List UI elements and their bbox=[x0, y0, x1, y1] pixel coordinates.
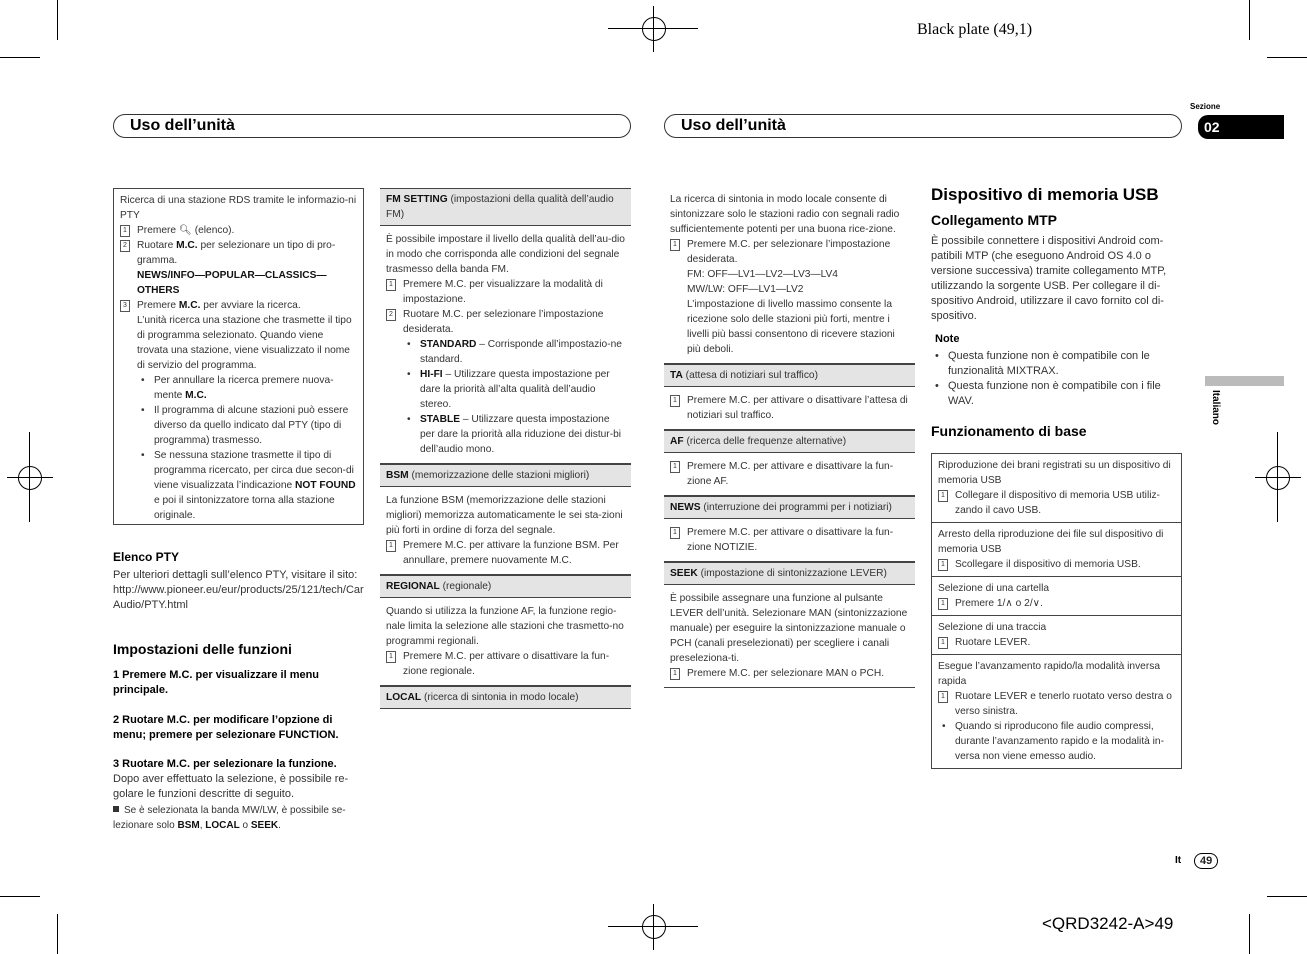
crop-mark bbox=[57, 914, 58, 954]
op-row: Selezione di una cartella 1 Premere 1/∧ o 2/∨. bbox=[932, 577, 1181, 616]
usb-title: Dispositivo di memoria USB bbox=[931, 185, 1159, 204]
regional-body: Quando si utilizza la funzione AF, la funzione regio-nale limita la selezione alle stazioni che trasmetto-no programmi regionali. 1 Premere M.C. per attivare o disattivare la fun-zione regionale. bbox=[380, 598, 631, 686]
crop-mark bbox=[57, 0, 58, 40]
plate-label: Black plate (49,1) bbox=[917, 21, 1033, 38]
notes-list bbox=[931, 349, 1183, 409]
func-step-2: 2 Ruotare M.C. per modificare l’opzione di menu; premere per selezionare FUNCTION. bbox=[113, 714, 339, 741]
step-1: 1 Premere 🔍︎ (elenco). bbox=[120, 223, 357, 238]
op-row: Arresto della riproduzione dei file sul dispositivo di memoria USB 1 Scollegare il dispositivo di memoria USB. bbox=[932, 523, 1181, 577]
language-tab bbox=[1205, 376, 1284, 386]
base-title: Funzionamento di base bbox=[931, 423, 1087, 439]
settings-table-col3 bbox=[664, 188, 915, 688]
page-number: 49 bbox=[1194, 853, 1218, 869]
step-2: 2 Ruotare M.C. per selezionare un tipo di pro-gramma. NEWS/INFO—POPULAR—CLASSICS—OTHERS bbox=[120, 238, 357, 298]
bsm-body: La funzione BSM (memorizzazione delle stazioni migliori) memorizza automaticamente le sei sta-zioni più forti in ordine di forza del segnale. 1 Premere M.C. per attivare la funzione BSM. Per annullare, premere nuovamente M.C. bbox=[380, 487, 631, 575]
op-row: Selezione di una traccia 1 Ruotare LEVER. bbox=[932, 616, 1181, 655]
bullet: • Per annullare la ricerca premere nuova-mente M.C. bbox=[137, 373, 357, 403]
op-row: Riproduzione dei brani registrati su un dispositivo di memoria USB 1 Collegare il dispositivo di memoria USB utiliz-zando il cavo USB. bbox=[932, 454, 1181, 523]
af-head: AF (ricerca delle frequenze alternative) bbox=[664, 430, 915, 453]
fm-setting-body: È possibile impostare il livello della qualità dell’au-dio in modo che corrisponda alle condizioni del segnale trasmesso della banda FM. 1 Premere M.C. per visualizzare la modalità di impostazione. 2 Ruotare M.C. per selezionare l’impostazione desiderata. • STANDARD – Corrisponde all’impostazio-ne standard. • HI-FI – Utilizzare questa impostazione per dare la priorità all’alta qualità dell’audio stereo. • STABLE – Utilizzare questa impostazione per dare la priorità alla riduzione dei distur-bi dell’audio mono. bbox=[380, 226, 631, 464]
crop-mark bbox=[1267, 57, 1307, 58]
search-icon: 🔍︎ bbox=[178, 225, 192, 236]
header-right: Uso dell’unità bbox=[664, 114, 1182, 138]
document-code: <QRD3242-A>49 bbox=[1042, 914, 1174, 933]
ta-body: 1 Premere M.C. per attivare o disattivare l’attesa di notiziari sul traffico. bbox=[664, 387, 915, 430]
language-label: Italiano bbox=[1210, 390, 1221, 426]
header-left: Uso dell’unità bbox=[113, 114, 631, 138]
rds-intro: Ricerca di una stazione RDS tramite le informazio-ni PTY bbox=[120, 195, 357, 221]
note-2: • Questa funzione non è compatibile con i file WAV. bbox=[931, 379, 1183, 409]
seek-head: SEEK (impostazione di sintonizzazione LEVER) bbox=[664, 562, 915, 585]
base-operations-box bbox=[931, 453, 1182, 769]
page-lang: It bbox=[1175, 855, 1182, 866]
crop-mark bbox=[0, 57, 40, 58]
func-step-3: 3 Ruotare M.C. per selezionare la funzione. bbox=[113, 758, 337, 770]
crop-mark bbox=[1249, 914, 1250, 954]
news-head: NEWS (interruzione dei programmi per i notiziari) bbox=[664, 496, 915, 519]
func-step-1: 1 Premere M.C. per visualizzare il menu principale. bbox=[113, 669, 320, 696]
functions-title: Impostazioni delle funzioni bbox=[113, 641, 292, 657]
pty-link[interactable]: http://www.pioneer.eu/eur/products/25/121/tech/CarAudio/PTY.html bbox=[113, 584, 364, 611]
band-note: Se è selezionata la banda MW/LW, è possibile se-lezionare solo BSM, LOCAL o SEEK. bbox=[113, 805, 346, 831]
section-number: 02 bbox=[1198, 115, 1284, 139]
bullet: • Il programma di alcune stazioni può essere diverso da quello indicato dal PTY (tipo di programma) trasmesso. bbox=[137, 403, 357, 448]
step-3: 3 Premere M.C. per avviare la ricerca. L’unità ricerca una stazione che trasmette il tipo di programma selezionato. Quando viene trovata una stazione, viene visualizzato il nome di servizio del programma. bbox=[120, 298, 357, 373]
fm-setting-head: FM SETTING (impostazioni della qualità dell’audio FM) bbox=[380, 189, 631, 226]
registration-mark bbox=[642, 17, 666, 41]
news-body: 1 Premere M.C. per attivare o disattivare la fun-zione NOTIZIE. bbox=[664, 519, 915, 562]
local-head: LOCAL (ricerca di sintonia in modo locale) bbox=[380, 686, 631, 708]
mtp-title: Collegamento MTP bbox=[931, 212, 1058, 228]
bsm-head: BSM (memorizzazione delle stazioni migliori) bbox=[380, 464, 631, 487]
seek-body: È possibile assegnare una funzione al pulsante LEVER dell’unità. Selezionare MAN (sintonizzazione manuale) per eseguire la sintonizzazione manuale o PCH (canali preselezionati) per scegliere i canali preseleziona-ti. 1 Premere M.C. per selezionare MAN o PCH. bbox=[670, 593, 908, 679]
crop-mark bbox=[0, 896, 40, 897]
regional-head: REGIONAL (regionale) bbox=[380, 575, 631, 598]
pty-title: Elenco PTY bbox=[113, 550, 180, 564]
rds-search-box bbox=[113, 188, 364, 525]
registration-mark bbox=[18, 466, 42, 490]
crop-mark bbox=[1249, 0, 1250, 40]
bullet: • Se nessuna stazione trasmette il tipo di programma ricercato, per circa due secon-di viene visualizzata l’indicazione NOT FOUND e poi il sintonizzatore torna alla stazione originale. bbox=[137, 448, 357, 523]
crop-mark bbox=[1267, 896, 1307, 897]
af-body: 1 Premere M.C. per attivare e disattivare la fun-zione AF. bbox=[664, 453, 915, 496]
registration-mark bbox=[642, 915, 666, 939]
pty-text: Per ulteriori dettagli sull’elenco PTY, visitare il sito: http://www.pioneer.eu/eur/products/25/121/tech/CarAudio/PTY.html bbox=[113, 569, 364, 611]
func-step-3-text: Dopo aver effettuato la selezione, è possibile re-golare le funzioni descritte di seguito. bbox=[113, 773, 349, 800]
local-body: La ricerca di sintonia in modo locale consente di sintonizzare solo le stazioni radio con segnali radio sufficientemente potenti per una buona rice-zione. 1 Premere M.C. per selezionare l’impostazione desiderata. FM: OFF—LV1—LV2—LV3—LV4 MW/LW: OFF—LV1—LV2 L’impostazione di livello massimo consente la ricezione solo delle stazioni più forti, mentre i livelli più bassi consentono di ricevere stazioni più deboli. bbox=[664, 188, 915, 364]
note-title: Note bbox=[935, 333, 960, 345]
registration-mark bbox=[1266, 466, 1290, 490]
op-row: Esegue l’avanzamento rapido/la modalità inversa rapida 1 Ruotare LEVER e tenerlo ruotato verso destra o verso sinistra. • Quando si riproducono file audio compressi, durante l’avanzamento rapido e la modalità in-versa non viene emesso audio. bbox=[932, 655, 1181, 768]
mtp-text: È possibile connettere i dispositivi Android com-patibili MTP (che eseguono Android OS 4.0 o versione successiva) tramite collegamento MTP, utilizzando la sorgente USB. Per collegare il di-spositivo Android, utilizzare il cavo fornito col di-spositivo. bbox=[931, 235, 1167, 322]
ta-head: TA (attesa di notiziari sul traffico) bbox=[664, 364, 915, 387]
settings-table-col2 bbox=[380, 188, 631, 709]
section-label: Sezione bbox=[1190, 102, 1221, 111]
note-1: • Questa funzione non è compatibile con le funzionalità MIXTRAX. bbox=[931, 349, 1183, 379]
note-square-icon bbox=[113, 806, 119, 812]
